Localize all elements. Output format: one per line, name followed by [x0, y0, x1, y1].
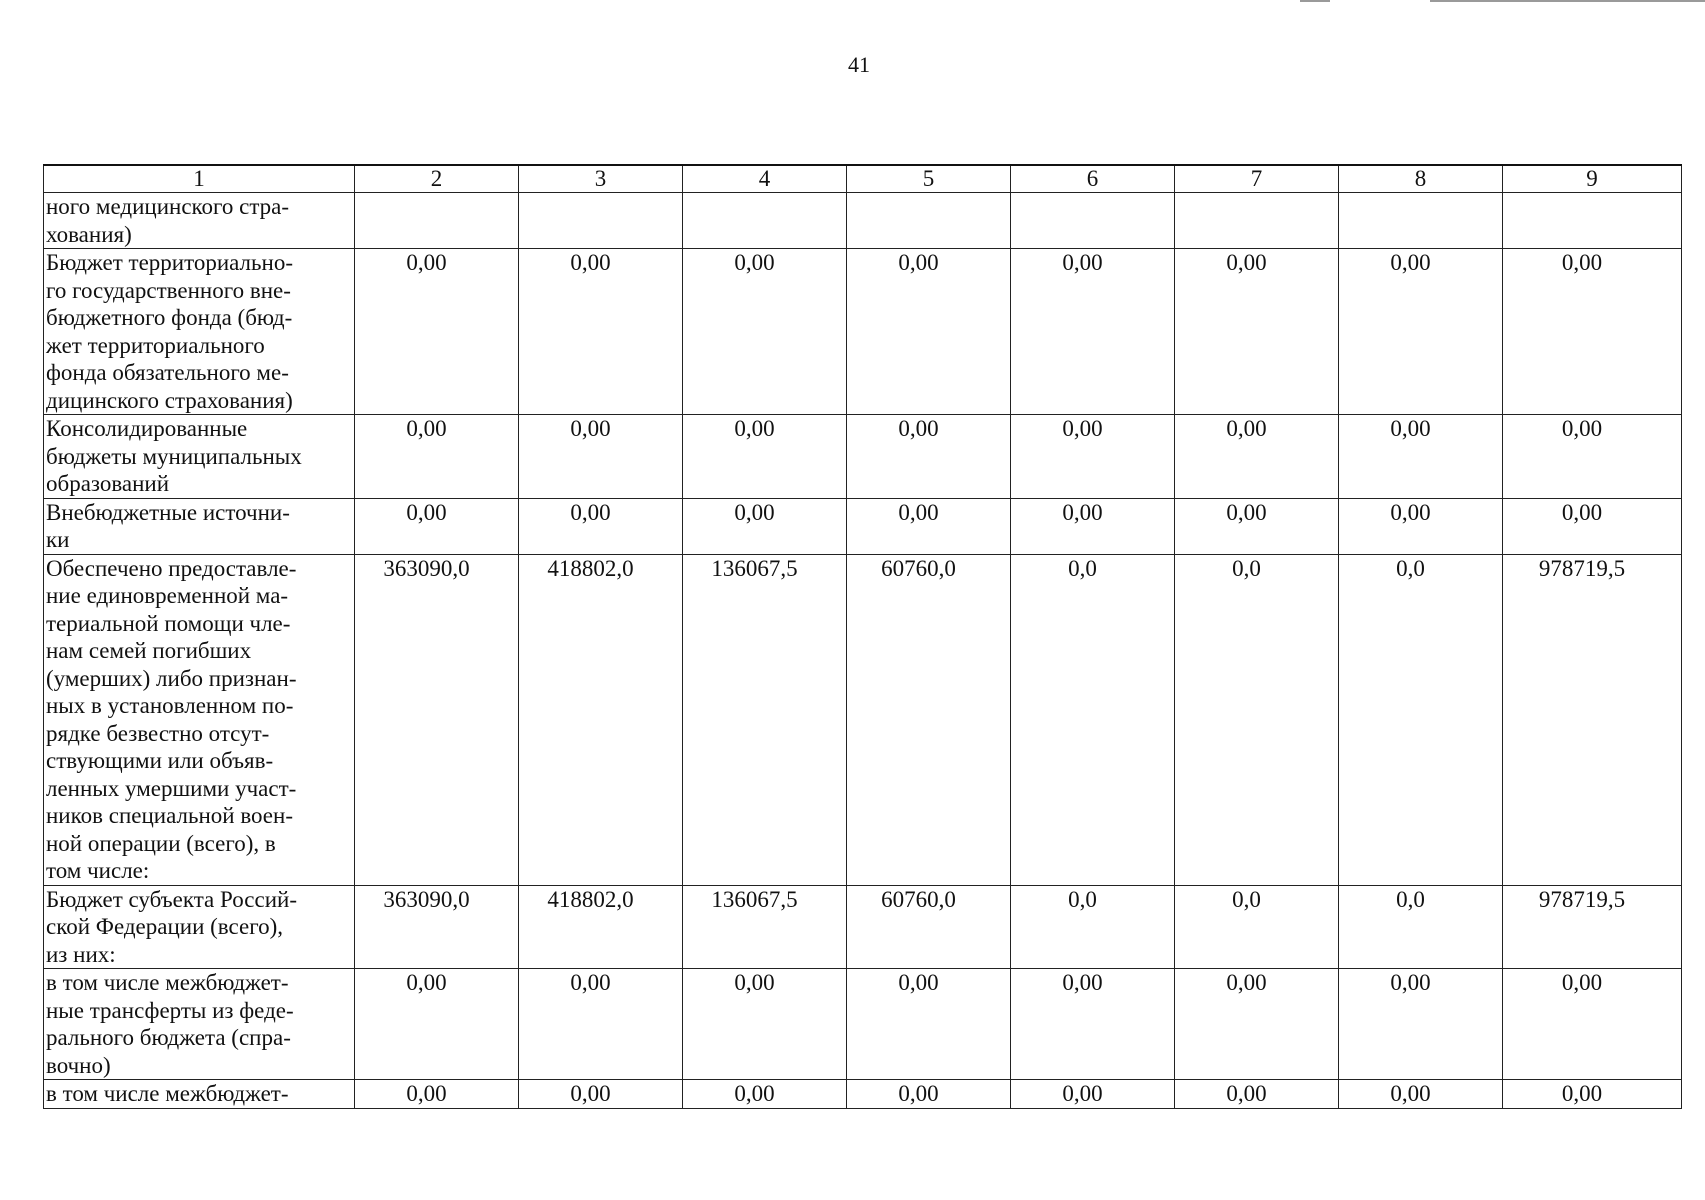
value-cell	[1503, 969, 1682, 1080]
cell-value: 0,00	[1062, 1081, 1103, 1106]
table-row	[44, 415, 1682, 499]
value-cell	[1503, 498, 1682, 554]
row-label: в том числе межбюджет- ные трансферты из феде- рального бюджета (спра- вочно)	[44, 969, 355, 1080]
row-label: в том числе межбюджет-	[44, 1080, 355, 1109]
value-cell	[519, 415, 683, 499]
cell-value: 0,00	[1390, 499, 1431, 525]
value-cell	[355, 885, 519, 969]
value-cell	[355, 969, 519, 1080]
cell-value: 0,00	[1390, 1081, 1431, 1106]
value-cell	[847, 193, 1011, 249]
value-cell	[1503, 885, 1682, 969]
value-cell	[1339, 415, 1503, 499]
value-cell	[1011, 193, 1175, 249]
value-cell	[683, 498, 847, 554]
cell-value: 0,00	[1226, 416, 1267, 441]
value-cell	[519, 554, 683, 885]
value-cell	[1339, 498, 1503, 554]
cell-value: 0,00	[406, 499, 447, 525]
cell-value: 0,00	[570, 499, 611, 525]
row-label: Бюджет территориально- го государственного вне- бюджетного фонда (бюд- жет территориального фонда обязательного ме- дицинского страхования)	[44, 249, 355, 415]
row-label: Обеспечено предоставле- ние единовременной ма- териальной помощи чле- нам семей погибших (умерших) либо признан- ных в установленном по- рядке безвестно отсут- ствующими или объяв- ленных умершими участ- ников специальной воен- ной операции (всего), в том числе:	[44, 554, 355, 885]
table-row	[44, 1080, 1682, 1109]
value-cell	[519, 249, 683, 415]
value-cell	[1011, 498, 1175, 554]
value-cell	[1339, 885, 1503, 969]
table-row	[44, 193, 1682, 249]
value-cell	[847, 1080, 1011, 1109]
row-label: Консолидированные бюджеты муниципальных образований	[44, 415, 355, 499]
column-header: 5	[847, 165, 1011, 193]
table-row	[44, 249, 1682, 415]
cell-value: 0,0	[1068, 886, 1097, 912]
cell-value: 0,00	[898, 1081, 939, 1106]
value-cell	[355, 498, 519, 554]
value-cell	[519, 969, 683, 1080]
column-header: 4	[683, 165, 847, 193]
cell-value: 418802,0	[547, 886, 634, 912]
cell-value: 0,00	[898, 250, 939, 275]
cell-value: 0,00	[406, 250, 447, 275]
value-cell	[847, 554, 1011, 885]
cell-value: 136067,5	[711, 555, 798, 581]
value-cell	[1011, 249, 1175, 415]
cell-value: 0,00	[1561, 416, 1603, 441]
table-body	[44, 193, 1682, 1109]
cell-value: 0,00	[1561, 250, 1603, 275]
value-cell	[683, 554, 847, 885]
cell-value: 0,0	[1232, 886, 1261, 912]
value-cell	[1503, 1080, 1682, 1109]
column-header: 7	[1175, 165, 1339, 193]
cell-value: 0,00	[406, 416, 447, 441]
cell-value: 0,0	[1232, 555, 1261, 581]
cell-value: 0,00	[1226, 499, 1267, 525]
column-header: 9	[1503, 165, 1682, 193]
row-label: ного медицинского стра- хования)	[44, 193, 355, 249]
value-cell	[683, 1080, 847, 1109]
value-cell	[519, 885, 683, 969]
cell-value: 0,00	[1062, 970, 1103, 995]
cell-value: 0,00	[734, 1081, 775, 1106]
table-row	[44, 498, 1682, 554]
value-cell	[683, 415, 847, 499]
value-cell	[1339, 969, 1503, 1080]
table-row	[44, 969, 1682, 1080]
value-cell	[355, 415, 519, 499]
value-cell	[683, 969, 847, 1080]
value-cell	[1339, 554, 1503, 885]
value-cell	[1503, 249, 1682, 415]
cell-value: 0,00	[1561, 1081, 1603, 1106]
row-label: Внебюджетные источни- ки	[44, 498, 355, 554]
value-cell	[1175, 415, 1339, 499]
value-cell	[683, 193, 847, 249]
value-cell	[355, 249, 519, 415]
value-cell	[519, 1080, 683, 1109]
cell-value: 0,00	[734, 970, 775, 995]
cell-value: 60760,0	[881, 886, 956, 912]
value-cell	[1011, 554, 1175, 885]
cell-value: 0,00	[898, 970, 939, 995]
column-header: 1	[44, 165, 355, 193]
scan-edge-line	[1430, 0, 1705, 2]
cell-value: 136067,5	[711, 886, 798, 912]
page-number: 41	[848, 52, 870, 77]
cell-value: 0,00	[1561, 970, 1603, 995]
cell-value: 0,00	[734, 499, 775, 525]
value-cell	[1503, 193, 1682, 249]
value-cell	[1011, 969, 1175, 1080]
cell-value: 0,00	[1390, 416, 1431, 441]
value-cell	[1175, 193, 1339, 249]
cell-value: 0,00	[1226, 970, 1267, 995]
value-cell	[847, 498, 1011, 554]
cell-value: 363090,0	[383, 555, 470, 581]
column-header: 3	[519, 165, 683, 193]
column-header: 6	[1011, 165, 1175, 193]
cell-value: 0,00	[898, 499, 939, 525]
value-cell	[847, 969, 1011, 1080]
value-cell	[1011, 1080, 1175, 1109]
cell-value: 363090,0	[383, 886, 470, 912]
value-cell	[1503, 554, 1682, 885]
cell-value: 978719,5	[1538, 886, 1626, 912]
value-cell	[847, 885, 1011, 969]
cell-value: 0,0	[1068, 555, 1097, 581]
cell-value: 0,0	[1396, 555, 1425, 581]
value-cell	[1339, 1080, 1503, 1109]
cell-value: 0,00	[898, 416, 939, 441]
scan-edge-line	[1300, 0, 1330, 2]
value-cell	[1175, 969, 1339, 1080]
value-cell	[1175, 554, 1339, 885]
cell-value: 0,0	[1396, 886, 1425, 912]
cell-value: 0,00	[1226, 1081, 1267, 1106]
value-cell	[1175, 885, 1339, 969]
cell-value: 978719,5	[1538, 555, 1626, 581]
table-row	[44, 554, 1682, 885]
value-cell	[519, 193, 683, 249]
cell-value: 0,00	[406, 1081, 447, 1106]
budget-table	[43, 164, 1682, 1109]
table-row	[44, 885, 1682, 969]
cell-value: 0,00	[734, 250, 775, 275]
cell-value: 0,00	[1226, 250, 1267, 275]
column-header: 2	[355, 165, 519, 193]
value-cell	[1175, 1080, 1339, 1109]
cell-value: 0,00	[406, 970, 447, 995]
value-cell	[1503, 415, 1682, 499]
table-header-row	[44, 165, 1682, 193]
cell-value: 0,00	[570, 250, 611, 275]
cell-value: 0,00	[570, 1081, 611, 1106]
cell-value: 0,00	[1062, 250, 1103, 275]
value-cell	[355, 1080, 519, 1109]
value-cell	[519, 498, 683, 554]
cell-value: 418802,0	[547, 555, 634, 581]
row-label: Бюджет субъекта Россий- ской Федерации (всего), из них:	[44, 885, 355, 969]
value-cell	[1011, 415, 1175, 499]
cell-value: 0,00	[1062, 416, 1103, 441]
cell-value: 60760,0	[881, 555, 956, 581]
column-header: 8	[1339, 165, 1503, 193]
value-cell	[355, 193, 519, 249]
value-cell	[1175, 498, 1339, 554]
cell-value: 0,00	[570, 970, 611, 995]
value-cell	[1175, 249, 1339, 415]
cell-value: 0,00	[734, 416, 775, 441]
value-cell	[1339, 193, 1503, 249]
cell-value: 0,00	[1390, 970, 1431, 995]
value-cell	[355, 554, 519, 885]
value-cell	[1339, 249, 1503, 415]
value-cell	[683, 249, 847, 415]
value-cell	[1011, 885, 1175, 969]
cell-value: 0,00	[1390, 250, 1431, 275]
cell-value: 0,00	[1062, 499, 1103, 525]
cell-value: 0,00	[570, 416, 611, 441]
value-cell	[847, 415, 1011, 499]
cell-value: 0,00	[1561, 499, 1603, 525]
value-cell	[847, 249, 1011, 415]
value-cell	[683, 885, 847, 969]
